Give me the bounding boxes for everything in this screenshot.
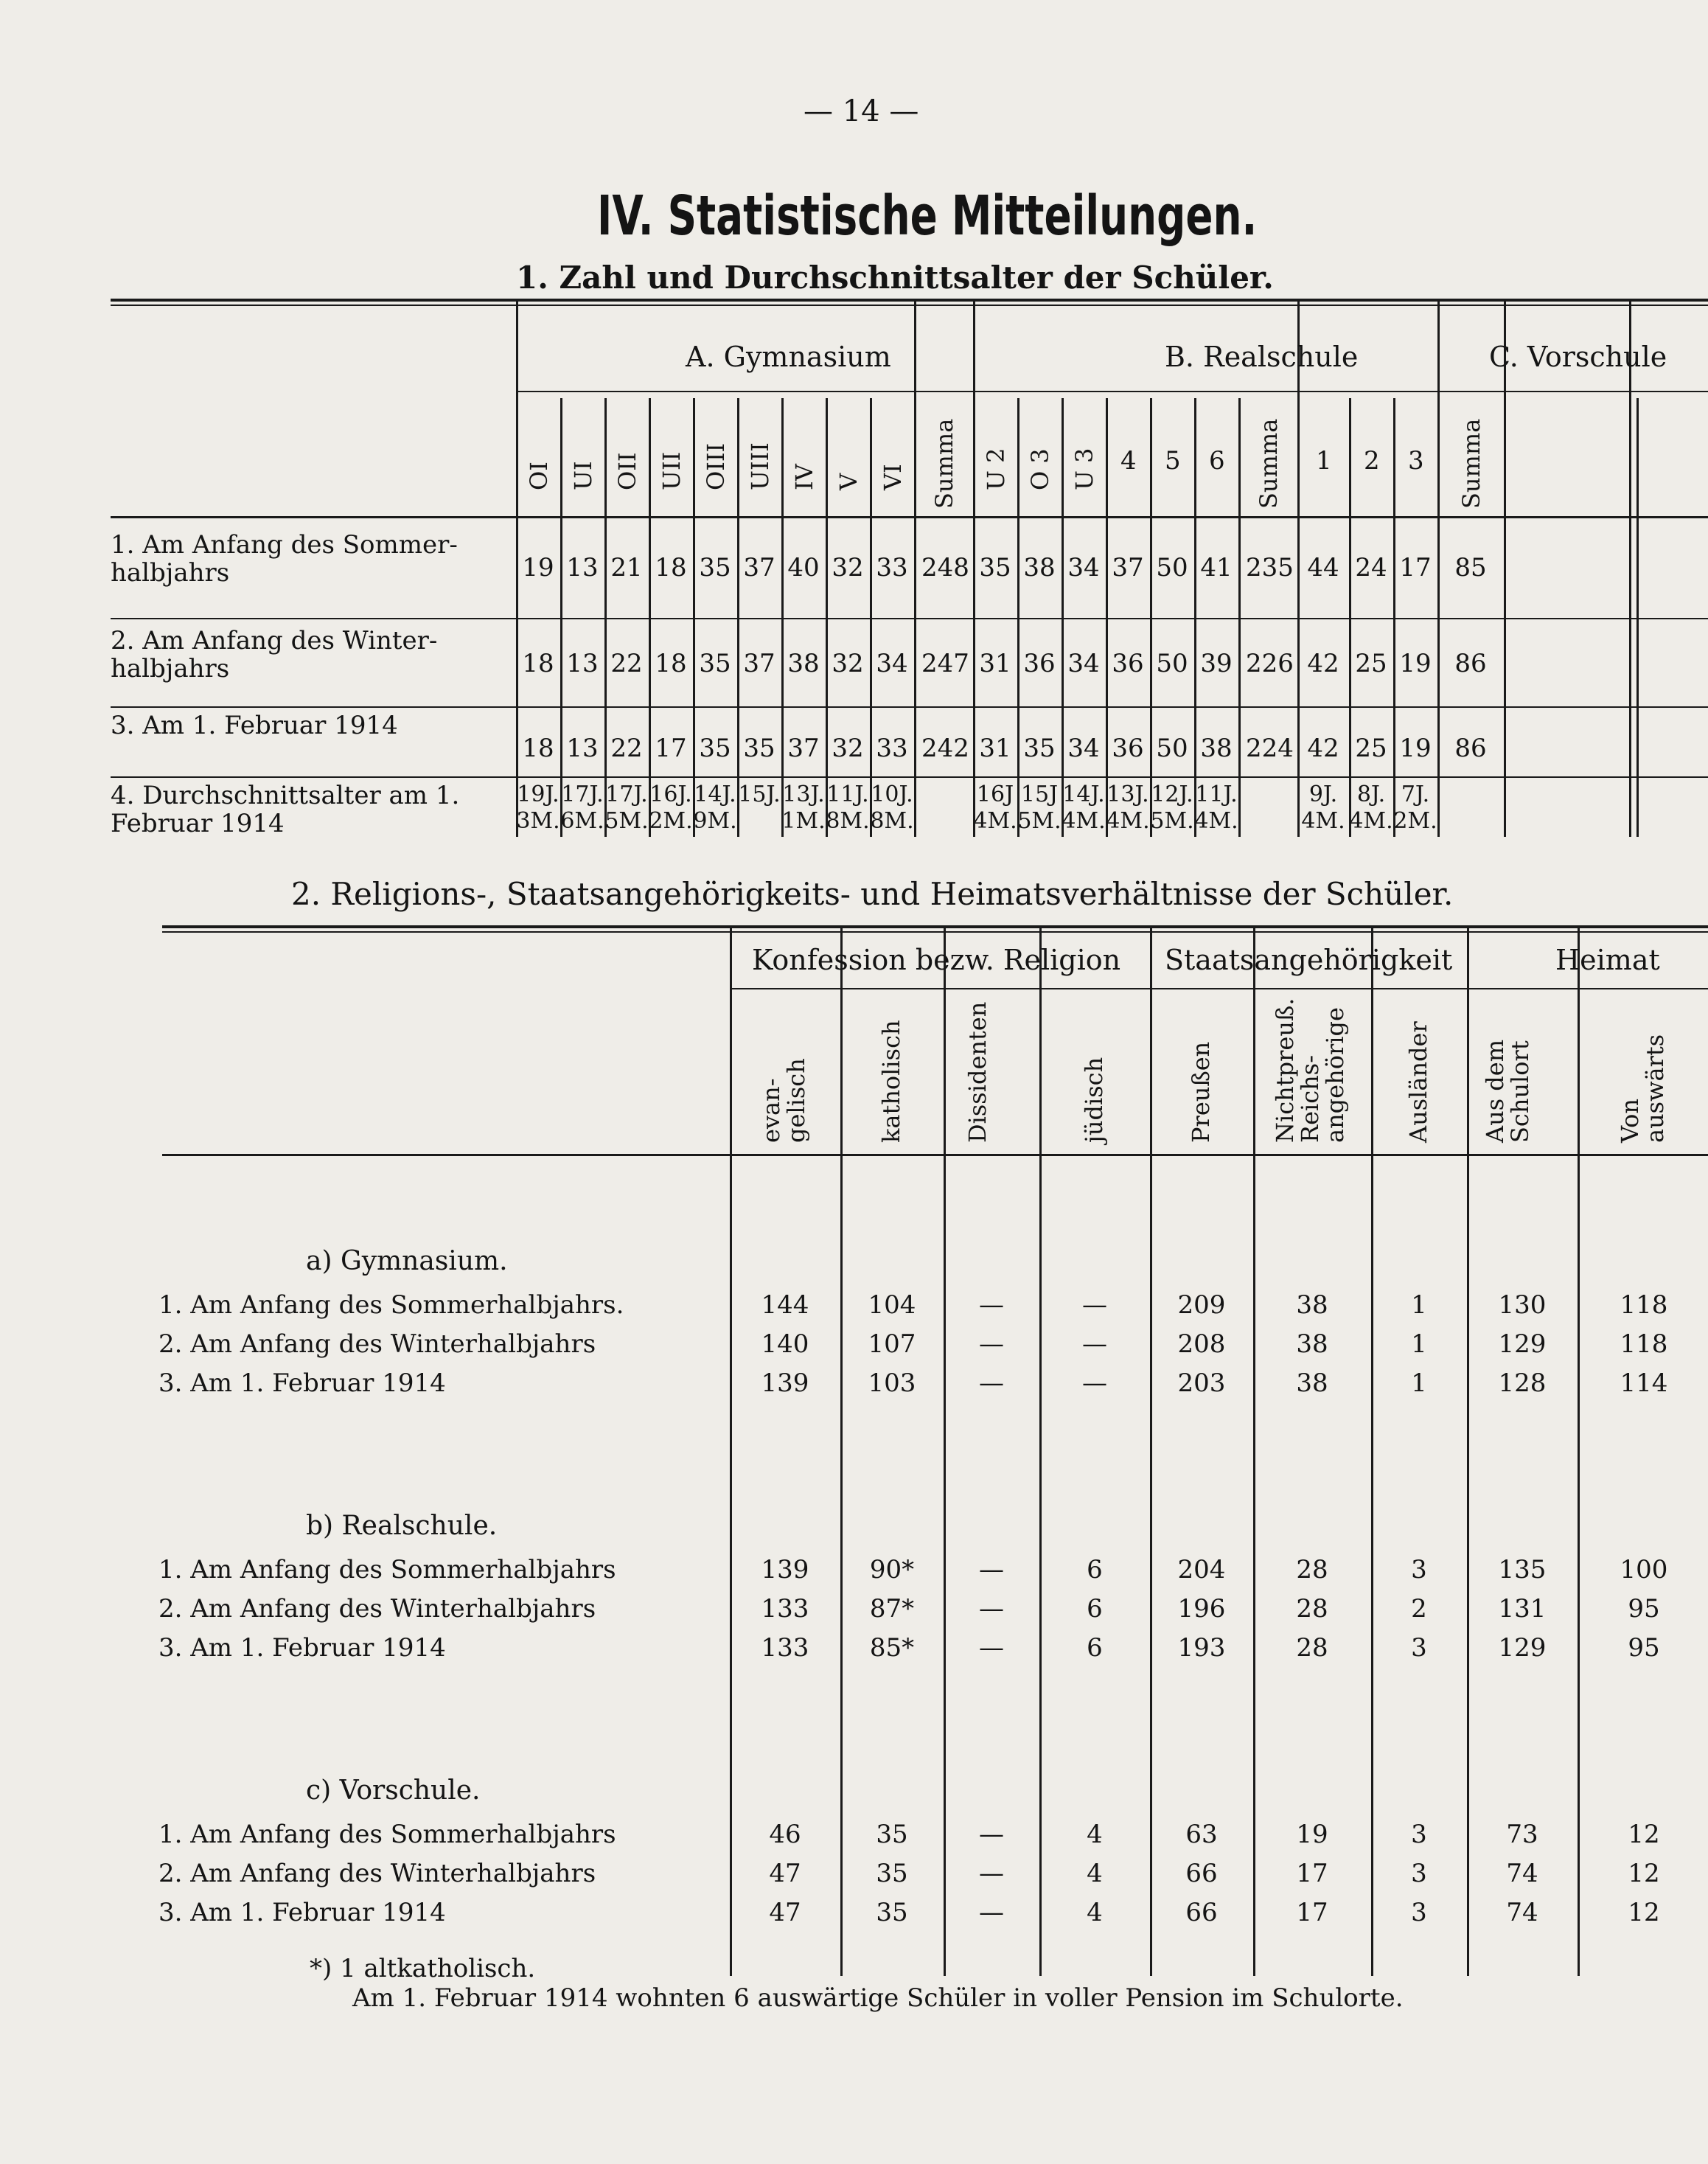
footnote: *) 1 altkatholisch. bbox=[310, 1954, 536, 1983]
table-cell: 42 bbox=[1307, 734, 1339, 763]
table-cell: 13 bbox=[566, 734, 599, 763]
row-label: 3. Am 1. Februar 1914 bbox=[158, 1633, 446, 1663]
table-cell: 73 bbox=[1506, 1820, 1538, 1849]
table-cell: 247 bbox=[921, 649, 969, 678]
table-cell: 12 bbox=[1628, 1898, 1660, 1927]
group-label: a) Gymnasium. bbox=[306, 1246, 508, 1276]
column-header: OIII bbox=[702, 442, 730, 490]
table-cell: 16J 4M. bbox=[973, 782, 1017, 834]
table-cell: 129 bbox=[1498, 1633, 1547, 1663]
table-cell: — bbox=[979, 1368, 1004, 1398]
table-cell: 47 bbox=[769, 1898, 801, 1927]
table-cell: 50 bbox=[1156, 734, 1188, 763]
table-cell: — bbox=[1082, 1329, 1107, 1359]
table-cell: 104 bbox=[868, 1290, 916, 1320]
table-cell: 35 bbox=[743, 734, 775, 763]
table-cell: 37 bbox=[743, 553, 775, 582]
column-header: Summa bbox=[1457, 418, 1485, 509]
table-cell: 4 bbox=[1087, 1898, 1103, 1927]
table-cell: 46 bbox=[769, 1820, 801, 1849]
table-cell: 28 bbox=[1296, 1633, 1328, 1663]
table-cell: 131 bbox=[1498, 1594, 1547, 1624]
table-cell: 12 bbox=[1628, 1859, 1660, 1888]
table-cell: 130 bbox=[1498, 1290, 1547, 1320]
table-cell: 9J. 4M. bbox=[1301, 782, 1345, 834]
table-cell: 32 bbox=[832, 553, 864, 582]
table-cell: 128 bbox=[1498, 1368, 1547, 1398]
table-cell: 19J. 3M. bbox=[516, 782, 560, 834]
table-cell: 50 bbox=[1156, 553, 1188, 582]
table-cell: 95 bbox=[1628, 1633, 1660, 1663]
table-cell: 86 bbox=[1454, 734, 1487, 763]
table-cell: 35 bbox=[699, 649, 731, 678]
table-cell: 38 bbox=[1296, 1329, 1328, 1359]
table-cell: 40 bbox=[787, 553, 820, 582]
table-cell: 209 bbox=[1177, 1290, 1226, 1320]
group-a-header: A. Gymnasium bbox=[686, 341, 891, 373]
row-label: 2. Am Anfang des Winterhalbjahrs bbox=[158, 1594, 596, 1624]
table-cell: 24 bbox=[1355, 553, 1387, 582]
table-cell: — bbox=[979, 1594, 1004, 1624]
page-number: — 14 — bbox=[804, 94, 919, 128]
table-cell: 204 bbox=[1177, 1555, 1226, 1584]
table-cell: 66 bbox=[1185, 1898, 1218, 1927]
row-label: 3. Am 1. Februar 1914 bbox=[111, 711, 398, 740]
table-cell: 17 bbox=[1296, 1859, 1328, 1888]
table-cell: 235 bbox=[1246, 553, 1294, 582]
table-cell: 18 bbox=[522, 649, 554, 678]
table-cell: 118 bbox=[1620, 1329, 1668, 1359]
table-cell: 15J 5M. bbox=[1017, 782, 1062, 834]
table-cell: 1 bbox=[1411, 1368, 1427, 1398]
row-label: 3. Am 1. Februar 1914 bbox=[158, 1368, 446, 1398]
table-cell: 224 bbox=[1246, 734, 1294, 763]
table-cell: 34 bbox=[1067, 553, 1100, 582]
table-cell: 34 bbox=[1067, 649, 1100, 678]
rule-line bbox=[730, 988, 1708, 989]
table-cell: 35 bbox=[979, 553, 1011, 582]
table-cell: 66 bbox=[1185, 1859, 1218, 1888]
table-cell: 74 bbox=[1506, 1859, 1538, 1888]
table-cell: 4 bbox=[1087, 1859, 1103, 1888]
row-label: 2. Am Anfang des Winterhalbjahrs bbox=[158, 1859, 596, 1888]
rule-line bbox=[111, 299, 1708, 302]
table-cell: 14J. 9M. bbox=[693, 782, 737, 834]
table-cell: 34 bbox=[1067, 734, 1100, 763]
rule-line bbox=[516, 391, 1708, 392]
table-cell: 35 bbox=[1023, 734, 1056, 763]
rule-line bbox=[111, 305, 1708, 306]
table-cell: 19 bbox=[1296, 1820, 1328, 1849]
table-cell: — bbox=[979, 1820, 1004, 1849]
table-cell: 11J. 4M. bbox=[1194, 782, 1238, 834]
table-cell: — bbox=[1082, 1368, 1107, 1398]
table-cell: 114 bbox=[1620, 1368, 1668, 1398]
column-header: UII bbox=[658, 451, 686, 490]
table-cell: 86 bbox=[1454, 649, 1487, 678]
table-cell: 1 bbox=[1411, 1329, 1427, 1359]
rule-line bbox=[111, 776, 1708, 778]
rule-line bbox=[162, 931, 1708, 933]
row-label: 1. Am Anfang des Sommerhalbjahrs bbox=[158, 1820, 616, 1849]
table-cell: 140 bbox=[761, 1329, 809, 1359]
column-header: 2 bbox=[1364, 446, 1380, 476]
column-header: V bbox=[834, 473, 862, 490]
rule-line bbox=[111, 516, 1708, 518]
row-label: 1. Am Anfang des Sommerhalbjahrs. bbox=[158, 1290, 624, 1320]
column-header: U 3 bbox=[1070, 448, 1098, 490]
table-cell: 25 bbox=[1355, 649, 1387, 678]
table-cell: 36 bbox=[1112, 649, 1144, 678]
table-cell: 37 bbox=[1112, 553, 1144, 582]
table-cell: 50 bbox=[1156, 649, 1188, 678]
column-divider bbox=[1578, 925, 1580, 1976]
table-cell: 3 bbox=[1411, 1859, 1427, 1888]
column-header: Dissidenten bbox=[963, 1001, 991, 1143]
table-cell: 38 bbox=[1296, 1368, 1328, 1398]
table-cell: 118 bbox=[1620, 1290, 1668, 1320]
table-cell: 133 bbox=[761, 1633, 809, 1663]
table-cell: 248 bbox=[921, 553, 969, 582]
column-divider bbox=[730, 925, 732, 1976]
table-cell: 16J. 2M. bbox=[649, 782, 693, 834]
table-cell: 85* bbox=[869, 1633, 915, 1663]
column-header: 1 bbox=[1316, 446, 1332, 476]
table-cell: 4 bbox=[1087, 1820, 1103, 1849]
table-cell: 12J. 5M. bbox=[1150, 782, 1194, 834]
table-cell: 35 bbox=[876, 1859, 908, 1888]
table-cell: 87* bbox=[869, 1594, 915, 1624]
table-cell: 13 bbox=[566, 553, 599, 582]
column-header: 3 bbox=[1408, 446, 1424, 476]
column-header: 4 bbox=[1120, 446, 1137, 476]
table-cell: 129 bbox=[1498, 1329, 1547, 1359]
table-cell: 34 bbox=[876, 649, 908, 678]
table-cell: 44 bbox=[1307, 553, 1339, 582]
row-label: 2. Am Anfang des Winterhalbjahrs bbox=[158, 1329, 596, 1359]
table-cell: 242 bbox=[921, 734, 969, 763]
table-cell: 12 bbox=[1628, 1820, 1660, 1849]
table-cell: 19 bbox=[1399, 649, 1432, 678]
table-cell: 1 bbox=[1411, 1290, 1427, 1320]
table-cell: 28 bbox=[1296, 1555, 1328, 1584]
page-title: IV. Statistische Mitteilungen. bbox=[597, 184, 1258, 248]
table-cell: 35 bbox=[876, 1820, 908, 1849]
table-cell: 22 bbox=[610, 649, 643, 678]
rule-line bbox=[111, 706, 1708, 708]
table-cell: 28 bbox=[1296, 1594, 1328, 1624]
row-label: 1. Am Anfang des Sommer-halbjahrs bbox=[111, 530, 458, 588]
table-cell: 14J. 4M. bbox=[1062, 782, 1106, 834]
table-cell: 100 bbox=[1620, 1555, 1668, 1584]
table-cell: 6 bbox=[1087, 1555, 1103, 1584]
group-c-header: C. Vorschule bbox=[1489, 341, 1667, 373]
column-header: 5 bbox=[1165, 446, 1181, 476]
column-header: Nichtpreuß. Reichs-angehörige bbox=[1271, 998, 1349, 1143]
column-header: 6 bbox=[1209, 446, 1225, 476]
table-cell: 203 bbox=[1177, 1368, 1226, 1398]
table-cell: 47 bbox=[769, 1859, 801, 1888]
table-cell: 19 bbox=[1399, 734, 1432, 763]
table-cell: 35 bbox=[876, 1898, 908, 1927]
column-divider bbox=[1039, 925, 1042, 1976]
table-cell: 15J. bbox=[738, 782, 781, 807]
table-cell: 90* bbox=[869, 1555, 915, 1584]
table-cell: 21 bbox=[610, 553, 643, 582]
table-cell: 18 bbox=[522, 734, 554, 763]
table-cell: 196 bbox=[1177, 1594, 1226, 1624]
table-cell: 42 bbox=[1307, 649, 1339, 678]
table-cell: 38 bbox=[1296, 1290, 1328, 1320]
table-cell: 3 bbox=[1411, 1820, 1427, 1849]
column-header: O 3 bbox=[1026, 448, 1054, 490]
table-cell: 3 bbox=[1411, 1898, 1427, 1927]
column-header: Ausländer bbox=[1404, 1021, 1432, 1143]
table-cell: 31 bbox=[979, 649, 1011, 678]
table-cell: 3 bbox=[1411, 1555, 1427, 1584]
table-cell: 8J. 4M. bbox=[1349, 782, 1393, 834]
column-divider bbox=[1371, 925, 1373, 1976]
column-divider bbox=[1297, 299, 1300, 837]
table-cell: 37 bbox=[743, 649, 775, 678]
table-cell: — bbox=[979, 1633, 1004, 1663]
table-cell: 25 bbox=[1355, 734, 1387, 763]
table-cell: 36 bbox=[1112, 734, 1144, 763]
column-header: evan-gelisch bbox=[757, 1058, 810, 1143]
table-cell: 107 bbox=[868, 1329, 916, 1359]
table-cell: 144 bbox=[761, 1290, 809, 1320]
table-cell: 41 bbox=[1200, 553, 1233, 582]
table-cell: 10J. 8M. bbox=[870, 782, 914, 834]
table-cell: 139 bbox=[761, 1368, 809, 1398]
table-cell: 37 bbox=[787, 734, 820, 763]
table-cell: 226 bbox=[1246, 649, 1294, 678]
table-cell: 38 bbox=[1023, 553, 1056, 582]
table-cell: 74 bbox=[1506, 1898, 1538, 1927]
table-cell: 13 bbox=[566, 649, 599, 678]
table-cell: 95 bbox=[1628, 1594, 1660, 1624]
table-cell: 85 bbox=[1454, 553, 1487, 582]
table-cell: 6 bbox=[1087, 1633, 1103, 1663]
table-cell: 31 bbox=[979, 734, 1011, 763]
table-cell: 38 bbox=[787, 649, 820, 678]
table-cell: 17J. 6M. bbox=[560, 782, 604, 834]
column-header: OI bbox=[525, 462, 553, 490]
table-cell: 22 bbox=[610, 734, 643, 763]
table-cell: — bbox=[979, 1898, 1004, 1927]
table-cell: — bbox=[1082, 1290, 1107, 1320]
column-header: Preußen bbox=[1187, 1041, 1215, 1143]
row-label: 4. Durchschnittsalter am 1. Februar 1914 bbox=[111, 781, 460, 838]
table-cell: 3 bbox=[1411, 1633, 1427, 1663]
table-cell: 13J. 4M. bbox=[1106, 782, 1150, 834]
column-divider bbox=[1629, 299, 1631, 837]
group-konfession-header: Konfession bezw. Religion bbox=[752, 944, 1121, 976]
table-cell: 135 bbox=[1498, 1555, 1547, 1584]
column-divider bbox=[1467, 925, 1469, 1976]
table-cell: 13J. 1M. bbox=[781, 782, 826, 834]
table-cell: 33 bbox=[876, 734, 908, 763]
rule-line bbox=[162, 925, 1708, 928]
table-cell: 139 bbox=[761, 1555, 809, 1584]
table-cell: 36 bbox=[1023, 649, 1056, 678]
table-cell: 18 bbox=[655, 553, 687, 582]
table-cell: 17 bbox=[1399, 553, 1432, 582]
table-cell: — bbox=[979, 1290, 1004, 1320]
column-header: U 2 bbox=[982, 448, 1010, 490]
column-divider bbox=[1150, 925, 1152, 1976]
column-header: katholisch bbox=[877, 1020, 905, 1143]
row-label: 3. Am 1. Februar 1914 bbox=[158, 1898, 446, 1927]
group-staat-header: Staatsangehörigkeit bbox=[1165, 944, 1453, 976]
table-cell: 208 bbox=[1177, 1329, 1226, 1359]
table-cell: 7J. 2M. bbox=[1393, 782, 1437, 834]
table-cell: — bbox=[979, 1555, 1004, 1584]
table-cell: 17 bbox=[655, 734, 687, 763]
column-header: VI bbox=[879, 464, 907, 490]
rule-line bbox=[162, 1154, 1708, 1156]
table-cell: 6 bbox=[1087, 1594, 1103, 1624]
section1-title: 1. Zahl und Durchschnittsalter der Schüler. bbox=[516, 260, 1274, 296]
table-cell: 103 bbox=[868, 1368, 916, 1398]
column-header: UI bbox=[569, 461, 597, 490]
column-divider bbox=[1437, 299, 1440, 837]
column-header: jüdisch bbox=[1080, 1057, 1108, 1143]
table-cell: 39 bbox=[1200, 649, 1233, 678]
table-cell: 133 bbox=[761, 1594, 809, 1624]
table-cell: 33 bbox=[876, 553, 908, 582]
table-cell: — bbox=[979, 1329, 1004, 1359]
table-cell: 17 bbox=[1296, 1898, 1328, 1927]
group-label: c) Vorschule. bbox=[306, 1775, 481, 1806]
table-cell: 2 bbox=[1411, 1594, 1427, 1624]
row-label: 1. Am Anfang des Sommerhalbjahrs bbox=[158, 1555, 616, 1584]
table-cell: — bbox=[979, 1859, 1004, 1888]
column-header: IV bbox=[790, 464, 818, 490]
column-header: Summa bbox=[1255, 418, 1283, 509]
table-cell: 18 bbox=[655, 649, 687, 678]
table-cell: 11J. 8M. bbox=[826, 782, 870, 834]
column-header: Von auswärts bbox=[1616, 1034, 1669, 1143]
column-header: UIII bbox=[746, 442, 774, 490]
group-label: b) Realschule. bbox=[306, 1511, 498, 1541]
table-cell: 32 bbox=[832, 649, 864, 678]
column-header: Summa bbox=[930, 418, 958, 509]
group-heimat-header: Heimat bbox=[1555, 944, 1660, 976]
column-header: Aus dem Schulort bbox=[1481, 1039, 1534, 1143]
table-cell: 63 bbox=[1185, 1820, 1218, 1849]
table-cell: 17J. 5M. bbox=[604, 782, 649, 834]
table-cell: 35 bbox=[699, 553, 731, 582]
column-divider bbox=[944, 925, 946, 1976]
column-divider bbox=[914, 299, 916, 837]
row-label: 2. Am Anfang des Winter-halbjahrs bbox=[111, 626, 438, 683]
column-header: OII bbox=[613, 452, 641, 490]
table-cell: 38 bbox=[1200, 734, 1233, 763]
column-divider bbox=[1504, 299, 1506, 837]
table-cell: 19 bbox=[522, 553, 554, 582]
rule-line bbox=[111, 618, 1708, 619]
section2-title: 2. Religions-, Staatsangehörigkeits- und Heimatsverhältnisse der Schüler. bbox=[291, 876, 1454, 912]
table-cell: 193 bbox=[1177, 1633, 1226, 1663]
table-cell: 35 bbox=[699, 734, 731, 763]
table-cell: 32 bbox=[832, 734, 864, 763]
group-b-header: B. Realschule bbox=[1165, 341, 1359, 373]
pension-note: Am 1. Februar 1914 wohnten 6 auswärtige Schüler in voller Pension im Schulorte. bbox=[352, 1983, 1404, 2013]
column-divider bbox=[1253, 925, 1255, 1976]
column-divider bbox=[840, 925, 843, 1976]
